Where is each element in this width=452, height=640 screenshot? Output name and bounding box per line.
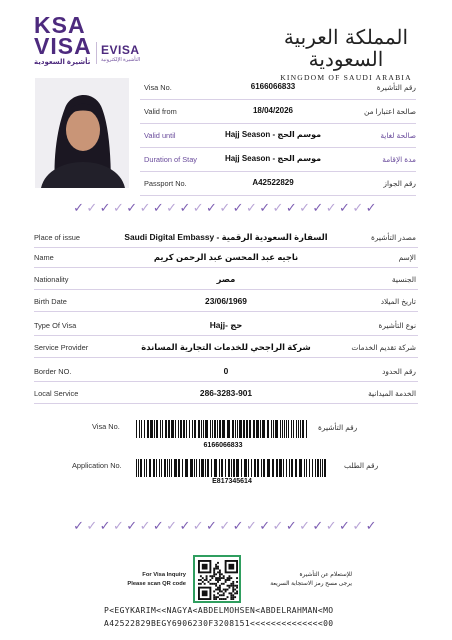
- checkmark-icon: ✓: [126, 518, 140, 533]
- field-label-ar: نوع التأشيرة: [378, 321, 416, 330]
- field-value: A42522829: [252, 178, 294, 187]
- field-birth-date: [34, 290, 418, 312]
- kingdom-english: KINGDOM OF SAUDI ARABIA: [280, 73, 412, 82]
- checkmark-icon: ✓: [219, 200, 233, 215]
- checkmark-icon: ✓: [152, 518, 167, 533]
- kingdom-emblem: [276, 26, 416, 82]
- checkmark-icon: ✓: [245, 200, 260, 215]
- checkmark-icon: ✓: [219, 518, 233, 533]
- field-label-en: Visa No.: [144, 83, 172, 92]
- evisa-logo: [101, 43, 140, 63]
- field-value: Hajj Season - موسم الحج: [224, 154, 322, 163]
- visa-inquiry-section: [0, 555, 452, 605]
- checkmark-icon: ✓: [179, 200, 193, 215]
- barcode-number: 6166066833: [203, 442, 243, 449]
- barcode-label-en: Application No.: [72, 461, 122, 470]
- checkmark-strip-bottom: [0, 518, 452, 534]
- mrz-line-1: P<EGYKARIM<<NAGYA<ABDELMOHSEN<ABDELRAHMAN<MO: [104, 606, 334, 615]
- barcode-label-ar: رقم التأشيرة: [318, 423, 358, 432]
- checkmark-icon: ✓: [192, 200, 207, 215]
- checkmark-icon: ✓: [73, 518, 87, 533]
- barcode-image: [136, 420, 310, 438]
- checkmark-icon: ✓: [325, 200, 340, 215]
- barcode-application-no: [0, 456, 452, 496]
- field-value: 0: [223, 366, 229, 376]
- field-label-ar: تاريخ الميلاد: [380, 297, 416, 306]
- checkmark-icon: ✓: [365, 518, 379, 533]
- checkmark-icon: ✓: [259, 518, 273, 533]
- field-label-ar: الإسم: [398, 253, 416, 262]
- field-value: 18/04/2026: [252, 106, 294, 115]
- document-header: [0, 0, 452, 82]
- checkmark-icon: ✓: [206, 518, 220, 533]
- checkmark-icon: ✓: [112, 518, 127, 533]
- barcode-label-en: Visa No.: [92, 422, 120, 431]
- checkmark-icon: ✓: [272, 518, 286, 533]
- field-type-of-visa: [34, 314, 418, 336]
- field-label-ar: مصدر التأشيرة: [370, 233, 416, 242]
- checkmark-icon: ✓: [259, 200, 273, 215]
- field-label-en: Valid from: [144, 107, 177, 116]
- ksa-visa-logo: [34, 12, 94, 66]
- field-label-en: Valid until: [144, 131, 176, 140]
- checkmark-icon: ✓: [299, 200, 313, 215]
- field-label-ar: رقم الحدود: [382, 367, 416, 376]
- field-label-ar: الجنسية: [391, 275, 416, 284]
- checkmark-icon: ✓: [285, 200, 300, 215]
- inquiry-ar-line1: للإستعلام عن التأشيرة: [299, 572, 352, 578]
- checkmark-icon: ✓: [112, 200, 127, 215]
- field-value: 6166066833: [250, 82, 296, 91]
- evisa-logo-text: EVISA: [101, 43, 140, 57]
- field-nationality: [34, 268, 418, 290]
- checkmark-icon: ✓: [139, 200, 153, 215]
- field-label-en: Duration of Stay: [144, 155, 197, 164]
- checkmark-icon: ✓: [285, 518, 300, 533]
- field-duration-of-stay: [140, 148, 416, 172]
- checkmark-icon: ✓: [312, 200, 326, 215]
- checkmark-icon: ✓: [73, 200, 87, 215]
- field-visa-no: [140, 76, 416, 100]
- ksa-logo-arabic: تأشيرة السعودية: [34, 59, 91, 66]
- checkmark-icon: ✓: [339, 200, 353, 215]
- qr-code[interactable]: [193, 555, 241, 603]
- checkmark-icon: ✓: [139, 518, 153, 533]
- field-label-en: Place of issue: [34, 233, 81, 242]
- field-value: Hajj Season - موسم الحج: [224, 130, 322, 139]
- field-label-ar: صالحة اعتبارا من: [363, 107, 416, 116]
- field-name: [34, 246, 418, 268]
- checkmark-icon: ✓: [365, 200, 379, 215]
- barcode-visa-no: [0, 418, 452, 458]
- inquiry-en-line1: For Visa Inquiry: [142, 572, 186, 578]
- field-service-provider: [34, 336, 418, 358]
- field-local-service: [34, 382, 418, 404]
- checkmark-icon: ✓: [232, 518, 246, 533]
- checkmark-icon: ✓: [86, 518, 100, 533]
- checkmark-icon: ✓: [166, 518, 180, 533]
- field-place-of-issue: [34, 226, 418, 248]
- field-value: شركة الراجحي للخدمات التجارية المساندة: [141, 342, 311, 352]
- field-valid-until: [140, 124, 416, 148]
- field-border-no: [34, 360, 418, 382]
- holder-photo: [35, 78, 129, 188]
- field-label-en: Birth Date: [34, 297, 67, 306]
- checkmark-icon: ✓: [192, 518, 207, 533]
- checkmark-strip-top: [0, 200, 452, 216]
- inquiry-text-en: [127, 571, 186, 589]
- ksa-logo-line1: KSA: [34, 12, 86, 38]
- barcode-label-ar: رقم الطلب: [344, 461, 379, 470]
- inquiry-text-ar: [262, 571, 352, 589]
- field-label-ar: رقم الجواز: [383, 179, 416, 188]
- checkmark-icon: ✓: [325, 518, 340, 533]
- field-value: مصر: [216, 274, 236, 284]
- barcode-number: E817345614: [212, 478, 252, 485]
- field-label-en: Local Service: [34, 389, 79, 398]
- kingdom-arabic: المملكة العربية السعودية: [283, 25, 409, 71]
- field-value: 286-3283-901: [199, 388, 253, 398]
- field-label-ar: رقم التأشيرة: [376, 83, 416, 92]
- checkmark-icon: ✓: [99, 518, 113, 533]
- logo-divider: [96, 42, 97, 64]
- field-label-en: Type Of Visa: [34, 321, 77, 330]
- checkmark-icon: ✓: [179, 518, 193, 533]
- checkmark-icon: ✓: [339, 518, 353, 533]
- field-label-ar: صالحة لغاية: [380, 131, 416, 140]
- mrz-line-2: A42522829BEGY6906230F3208151<<<<<<<<<<<<<<00: [104, 619, 334, 628]
- field-value: Hajj- حج: [209, 320, 243, 330]
- checkmark-icon: ✓: [232, 200, 246, 215]
- barcode-image: [136, 459, 328, 477]
- field-label-ar: مدة الإقامة: [382, 155, 416, 164]
- evisa-logo-arabic: التأشيرة الإلكترونية: [101, 57, 141, 63]
- checkmark-icon: ✓: [166, 200, 180, 215]
- checkmark-icon: ✓: [126, 200, 140, 215]
- inquiry-ar-line2: يرجى مسح رمز الاستجابة السريعة: [270, 581, 352, 587]
- field-label-ar: الخدمة الميدانية: [368, 389, 416, 398]
- checkmark-icon: ✓: [352, 518, 366, 533]
- checkmark-icon: ✓: [352, 200, 366, 215]
- field-label-en: Nationality: [34, 275, 69, 284]
- field-value: ناجيه عبد المحسن عبد الرحمن كريم: [153, 252, 299, 262]
- checkmark-icon: ✓: [312, 518, 326, 533]
- ksa-logo-line2: VISA: [34, 33, 92, 59]
- field-label-en: Service Provider: [34, 343, 89, 352]
- checkmark-icon: ✓: [299, 518, 313, 533]
- checkmark-icon: ✓: [99, 200, 113, 215]
- field-label-en: Passport No.: [144, 179, 187, 188]
- field-label-en: Name: [34, 253, 54, 262]
- checkmark-icon: ✓: [86, 200, 100, 215]
- field-label-en: Border NO.: [34, 367, 72, 376]
- inquiry-en-line2: Please scan QR code: [127, 581, 186, 587]
- field-valid-from: [140, 100, 416, 124]
- field-passport-no: [140, 172, 416, 196]
- field-value: Saudi Digital Embassy - السفارة السعودية الرقمية: [124, 232, 328, 242]
- checkmark-icon: ✓: [272, 200, 286, 215]
- checkmark-icon: ✓: [245, 518, 260, 533]
- checkmark-icon: ✓: [152, 200, 167, 215]
- field-value: 23/06/1969: [205, 296, 247, 306]
- checkmark-icon: ✓: [206, 200, 220, 215]
- field-label-ar: شركة تقديم الخدمات: [351, 343, 416, 352]
